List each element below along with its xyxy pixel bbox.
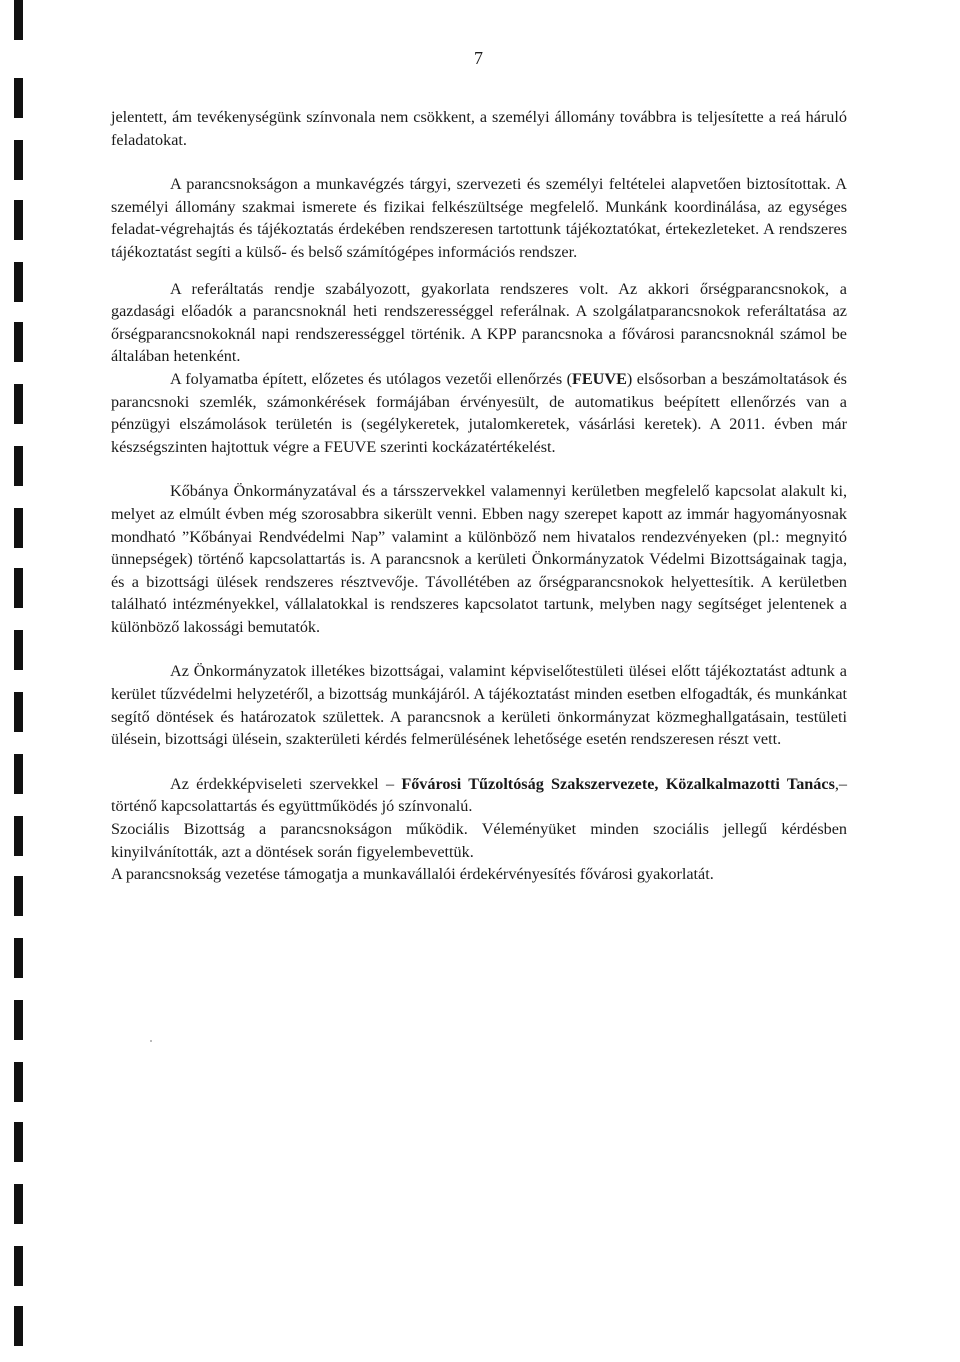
binding-marks (14, 0, 26, 1362)
paragraph-6: Az Önkormányzatok illetékes bizottságai, valamint képviselőtestületi ülései előtt tájékoztatást adtunk a kerület tűzvédelmi helyzetéről, a bizottság munkájáról. A tájékoztatást minden esetben elfogadták, és munkánkat segítő döntések és határozatok születtek. A parancsnok a kerületi önkormányzat közmeghallgatásain, testületi ülésein, bizottsági ülésein, szakterületi kérdés felmerülésének lehetősége esetén rendszeresen részt vett. (111, 662, 847, 749)
paragraph-7 (111, 773, 847, 818)
paragraph-9: A parancsnokság vezetése támogatja a munkavállalói érdekérvényesítés fővárosi gyakorlatát. (111, 865, 714, 884)
paragraph-7-text-b: ,– történő kapcsolattartás és együttműködés jó színvonalú. (111, 774, 848, 816)
paragraph-4-text-a: A folyamatba épített, előzetes és utólagos vezetői ellenőrzés ( (170, 369, 572, 388)
feuve-bold: FEUVE (572, 369, 627, 388)
document-body (111, 106, 847, 886)
paragraph-2: A parancsnokságon a munkavégzés tárgyi, szervezeti és személyi feltételei alapvetően biztosítottak. A személyi állomány szakmai ismerete és fizikai felkészültsége megfelelő. Munkánk koordinálása, az egységes feladat-végrehajtás és tájékoztatás érdekében rendszeresen tartottunk tájékoztatókat, értekezleteket. A rendszeres tájékoztatást segíti a külső- és belső számítógépes információs rendszer. (111, 175, 847, 261)
page-number: 7 (474, 48, 483, 68)
paragraph-5: Kőbánya Önkormányzatával és a társszervekkel valamennyi kerületben megfelelő kapcsolat alakult ki, melyet az elmúlt évben még szorosabbra sikerült venni. Ebben nagy szerepet kapott az immár hagyományosnak mondható ”Kőbányai Rendvédelmi Nap” valamint a különböző nem hivatalos rendezvényeken (pl.: megnyitó ünnepségek) történő kapcsolattartás is. A parancsnok a kerületi Önkormányzatok Védelmi Bizottságainak tagja, és a bizottsági ülések rendszeres résztvevője. Távollétében az őrségparancsnokok helyettesítik. A kerületben található intézményekkel, vállalatokkal is rendszeres kapcsolatot tartunk, melyben nagy segítséget jelentenek a különböző lakossági bemutatók. (111, 482, 847, 636)
union-names-bold: Fővárosi Tűzoltóság Szakszervezete, Közalkalmazotti Tanács (401, 774, 835, 793)
paragraph-4 (111, 368, 847, 458)
paragraph-8: Szociális Bizottság a parancsnokságon működik. Véleményüket minden szociális jellegű kérdésben kinyilvánították, azt a döntések során figyelembevettük. (111, 820, 847, 861)
paragraph-7-text-a: Az érdekképviseleti szervekkel – (170, 774, 402, 793)
paragraph-3: A referáltatás rendje szabályozott, gyakorlata rendszeres volt. Az akkori őrségparancsnokok, a gazdasági előadók a parancsnoknál heti rendszerességgel referálnak. A szolgálatparancsnokok referáltatása az őrségparancsnokoknál napi rendszerességgel történik. A KPP parancsnoka a fővárosi parancsnoknál számol be általában hetenként. (111, 279, 847, 366)
paragraph-4-text-b: ) elsősorban a beszámoltatások és parancsnoki szemlék, számonkérések formájában érvényesült, de automatikus beépített ellenőrzés van a pénzügyi elszámolások területén is (segélykeretek, jutalomkeretek, vásárlási keretek). A 2011. évben már készségszinten hajtottuk végre a FEUVE szerinti kockázatértékelést. (111, 369, 847, 456)
paragraph-1: jelentett, ám tevékenységünk színvonala nem csökkent, a személyi állomány továbbra is teljesítette a reá háruló feladatokat. (111, 108, 847, 149)
scan-speck (150, 1040, 152, 1042)
